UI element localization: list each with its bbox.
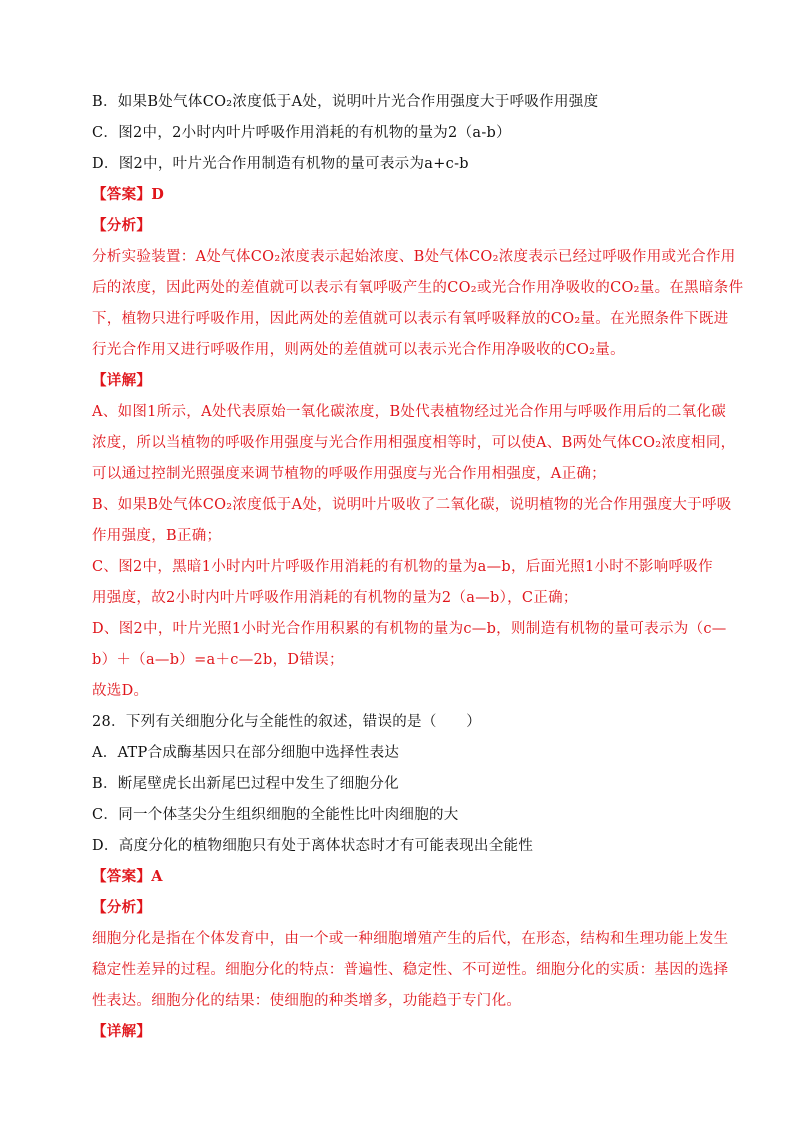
q28-stem: 28．下列有关细胞分化与全能性的叙述，错误的是（ ） bbox=[92, 714, 482, 730]
analysis-line: 行光合作用又进行呼吸作用，则两处的差值就可以表示光合作用净吸收的CO₂量。 bbox=[92, 342, 625, 358]
detail-line: b）＋（a—b）=a＋c—2b，D错误； bbox=[92, 652, 344, 668]
analysis-line: 分析实验装置：A处气体CO₂浓度表示起始浓度、B处气体CO₂浓度表示已经过呼吸作用或光合作用 bbox=[92, 249, 736, 265]
analysis-line: 细胞分化是指在个体发育中，由一个或一种细胞增殖产生的后代，在形态，结构和生理功能上发生 bbox=[92, 931, 729, 947]
q28-option-a: A．ATP合成酶基因只在部分细胞中选择性表达 bbox=[92, 745, 400, 761]
q27-answer: 【答案】D bbox=[92, 186, 165, 203]
detail-line: 故选D。 bbox=[92, 683, 149, 699]
q28-analysis-title: 【分析】 bbox=[92, 899, 152, 916]
q27-option-c: C．图2中，2小时内叶片呼吸作用消耗的有机物的量为2（a-b） bbox=[92, 125, 511, 141]
q28-detail-title: 【详解】 bbox=[92, 1023, 152, 1040]
detail-line: D、图2中，叶片光照1小时光合作用积累的有机物的量为c—b，则制造有机物的量可表示为（c— bbox=[92, 621, 727, 637]
q27-option-b: B．如果B处气体CO₂浓度低于A处，说明叶片光合作用强度大于呼吸作用强度 bbox=[92, 94, 599, 110]
q27-analysis-text bbox=[92, 247, 744, 360]
q28-option-d: D．高度分化的植物细胞只有处于离体状态时才有可能表现出全能性 bbox=[92, 838, 534, 854]
detail-line: 用强度，故2小时内叶片呼吸作用消耗的有机物的量为2（a—b），C正确； bbox=[92, 590, 578, 606]
detail-line: C、图2中，黑暗1小时内叶片呼吸作用消耗的有机物的量为a—b，后面光照1小时不影响呼吸作 bbox=[92, 559, 713, 575]
analysis-line: 稳定性差异的过程。细胞分化的特点：普遍性、稳定性、不可逆性。细胞分化的实质：基因的选择 bbox=[92, 962, 729, 978]
q28-analysis-text bbox=[92, 929, 729, 1011]
q27-option-d: D．图2中，叶片光合作用制造有机物的量可表示为a+c-b bbox=[92, 156, 469, 172]
detail-line: 浓度，所以当植物的呼吸作用强度与光合作用相强度相等时，可以使A、B两处气体CO₂浓度相同， bbox=[92, 435, 736, 451]
detail-line: A、如图1所示，A处代表原始一氧化碳浓度，B处代表植物经过光合作用与呼吸作用后的二氧化碳 bbox=[92, 404, 727, 420]
analysis-line: 后的浓度，因此两处的差值就可以表示有氧呼吸产生的CO₂或光合作用净吸收的CO₂量。在黑暗条件 bbox=[92, 280, 744, 296]
q27-detail-title: 【详解】 bbox=[92, 372, 152, 389]
q28-option-c: C．同一个体茎尖分生组织细胞的全能性比叶肉细胞的大 bbox=[92, 807, 459, 823]
detail-line: B、如果B处气体CO₂浓度低于A处，说明叶片吸收了二氧化碳，说明植物的光合作用强度大于呼吸 bbox=[92, 497, 732, 513]
detail-line: 可以通过控制光照强度来调节植物的呼吸作用强度与光合作用相强度，A正确； bbox=[92, 466, 606, 482]
q28-answer: 【答案】A bbox=[92, 868, 163, 885]
q28-option-b: B．断尾壁虎长出新尾巴过程中发生了细胞分化 bbox=[92, 776, 399, 792]
analysis-line: 性表达。细胞分化的结果：使细胞的种类增多，功能趋于专门化。 bbox=[92, 993, 522, 1009]
q27-analysis-title: 【分析】 bbox=[92, 217, 152, 234]
detail-line: 作用强度，B正确； bbox=[92, 528, 222, 544]
q27-detail-text bbox=[92, 402, 736, 701]
document-page bbox=[92, 92, 744, 1053]
analysis-line: 下，植物只进行呼吸作用，因此两处的差值就可以表示有氧呼吸释放的CO₂量。在光照条件下既进 bbox=[92, 311, 729, 327]
